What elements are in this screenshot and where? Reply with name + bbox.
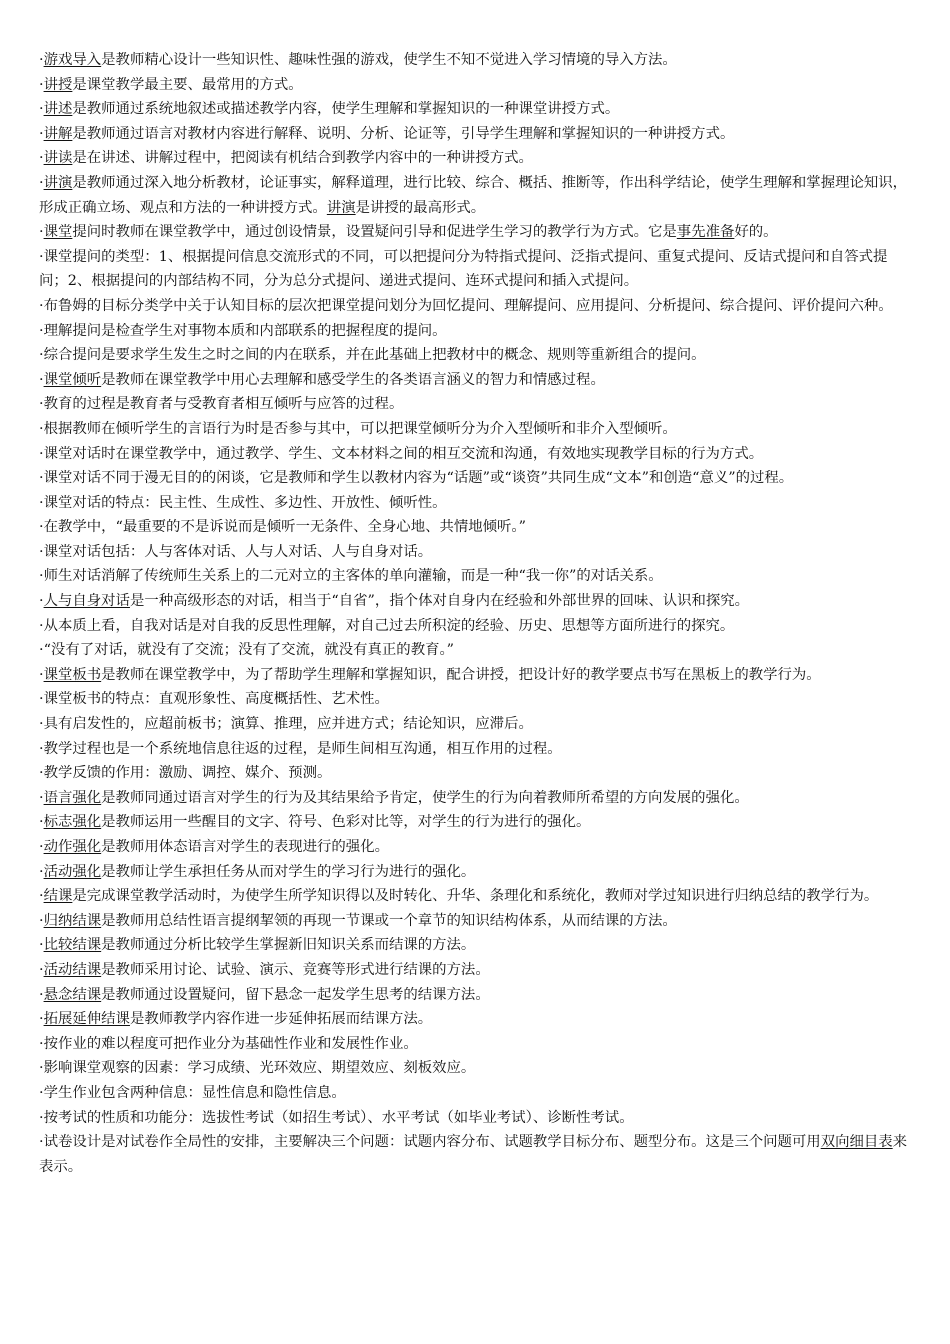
note-text: · xyxy=(39,150,44,167)
note-line xyxy=(39,564,912,589)
note-text: ·课堂提问的类型：1、根据提问信息交流形式的不同，可以把提问分为特指式提问、泛指式提问、重复式提问、反诘式提问和自答式提问；2、根据提问的内部结构不同，分为总分式提问、递进式提问、连环式提问和插入式提问。 xyxy=(39,248,888,290)
key-term: 双向细目表 xyxy=(820,1134,893,1151)
note-text: 是教师通过语言对教材内容进行解释、说明、分析、论证等，引导学生理解和掌握知识的一种讲授方式。 xyxy=(72,125,735,142)
note-text: · xyxy=(39,101,44,118)
note-text: 是教师精心设计一些知识性、趣味性强的游戏，使学生不知不觉进入学习情境的导入方法。 xyxy=(101,52,677,68)
note-text: 是教师通过系统地叙述或描述教学内容，使学生理解和掌握知识的一种课堂讲授方式。 xyxy=(72,101,620,118)
note-text: 是教师在课堂教学中用心去理解和感受学生的各类语言涵义的智力和情感过程。 xyxy=(101,371,605,388)
note-text: · xyxy=(39,224,44,241)
note-line xyxy=(39,810,912,835)
key-term: 比较结课 xyxy=(43,937,102,954)
note-text: 是教师用体态语言对学生的表现进行的强化。 xyxy=(101,839,389,855)
key-term: 活动结课 xyxy=(43,961,102,978)
note-line xyxy=(39,319,912,344)
note-line xyxy=(39,245,912,294)
note-line xyxy=(39,392,912,417)
note-text: 是教师在课堂教学中，为了帮助学生理解和掌握知识，配合讲授，把设计好的教学要点书写在黑板上的教学行为。 xyxy=(101,666,821,683)
note-text: ·影响课堂观察的因素：学习成绩、光环效应、期望效应、刻板效应。 xyxy=(39,1060,476,1077)
note-line xyxy=(39,1032,912,1057)
note-text: · xyxy=(39,986,44,1003)
note-line xyxy=(39,589,912,614)
note-text: ·理解提问是检查学生对事物本质和内部联系的把握程度的提问。 xyxy=(39,322,447,339)
note-text: 好的。 xyxy=(734,224,778,241)
note-text: 是一种高级形态的对话，相当于“自省”，指个体对自身内在经验和外部世界的回味、认识和探究。 xyxy=(129,593,750,610)
note-text: · xyxy=(39,888,44,905)
note-text: ·师生对话消解了传统师生关系上的二元对立的主客体的单向灌输，而是一种“我一你”的对话关系。 xyxy=(39,568,663,585)
key-term: 归纳结课 xyxy=(43,912,102,929)
key-term: 悬念结课 xyxy=(43,986,102,1003)
note-text: · xyxy=(39,593,44,610)
note-line xyxy=(39,835,912,860)
note-line xyxy=(39,933,912,958)
key-term: 讲演 xyxy=(326,199,356,216)
key-term: 活动强化 xyxy=(43,863,102,880)
key-term: 动作强化 xyxy=(43,839,102,855)
note-line xyxy=(39,73,912,98)
note-text: ·试卷设计是对试卷作全局性的安排，主要解决三个问题：试题内容分布、试题教学目标分布、题型分布。这是三个问题可用 xyxy=(39,1134,821,1151)
note-line xyxy=(39,442,912,467)
note-text: ·课堂板书的特点：直观形象性、高度概括性、艺术性。 xyxy=(39,691,389,708)
note-line xyxy=(39,1130,912,1179)
note-text: ·课堂对话时在课堂教学中，通过教学、学生、文本材料之间的相互交流和沟通，有效地实现教学目标的行为方式。 xyxy=(39,445,764,462)
note-text: · xyxy=(39,814,44,831)
note-line xyxy=(39,860,912,885)
note-line xyxy=(39,540,912,565)
note-line xyxy=(39,884,912,909)
note-line xyxy=(39,909,912,934)
note-line xyxy=(39,515,912,540)
note-line xyxy=(39,712,912,737)
note-line xyxy=(39,638,912,663)
note-line xyxy=(39,614,912,639)
note-text: 是教师运用一些醒目的文字、符号、色彩对比等，对学生的行为进行的强化。 xyxy=(101,814,591,831)
note-text: · xyxy=(39,371,44,388)
note-text: 提问时教师在课堂教学中，通过创设情景，设置疑问引导和促进学生学习的教学行为方式。它是 xyxy=(72,224,677,241)
note-text: ·学生作业包含两种信息：显性信息和隐性信息。 xyxy=(39,1084,346,1101)
note-text: ·综合提问是要求学生发生之时之间的内在联系，并在此基础上把教材中的概念、规则等重新组合的提问。 xyxy=(39,347,706,364)
note-text: · xyxy=(39,174,44,191)
key-term: 结课 xyxy=(43,888,73,905)
note-text: ·布鲁姆的目标分类学中关于认知目标的层次把课堂提问划分为回忆提问、理解提问、应用提问、分析提问、综合提问、评价提问六种。 xyxy=(39,297,893,314)
note-text: 是教师通过深入地分析教材，论证事实，解释道理，进行比较、综合、概括、推断等，作出科学结论，使学生理解和掌握理论知识，形成正确立场、观点和方法的一种讲授方式。 xyxy=(39,174,908,216)
note-line xyxy=(39,417,912,442)
key-term: 讲演 xyxy=(43,174,73,191)
note-text: · xyxy=(39,52,44,68)
key-term: 游戏导入 xyxy=(43,52,102,68)
note-line xyxy=(39,122,912,147)
note-line xyxy=(39,786,912,811)
note-text: 是教师用总结性语言提纲挈领的再现一节课或一个章节的知识结构体系，从而结课的方法。 xyxy=(101,912,677,929)
key-term: 人与自身对话 xyxy=(43,593,130,610)
note-text: ·课堂对话的特点：民主性、生成性、多边性、开放性、倾听性。 xyxy=(39,494,447,511)
note-line xyxy=(39,220,912,245)
note-text: ·教学反馈的作用：激励、调控、媒介、预测。 xyxy=(39,765,332,782)
note-line xyxy=(39,687,912,712)
note-line xyxy=(39,737,912,762)
note-line xyxy=(39,491,912,516)
key-term: 讲解 xyxy=(43,125,73,142)
key-term: 讲述 xyxy=(43,101,73,118)
key-term: 讲读 xyxy=(43,150,73,167)
note-line xyxy=(39,1056,912,1081)
note-text: · xyxy=(39,839,44,855)
note-text: 是教师让学生承担任务从而对学生的学习行为进行的强化。 xyxy=(101,863,476,880)
note-line xyxy=(39,368,912,393)
key-term: 课堂板书 xyxy=(43,666,102,683)
note-line xyxy=(39,97,912,122)
note-text: 来表示。 xyxy=(39,1134,908,1175)
note-text: ·课堂对话包括：人与客体对话、人与人对话、人与自身对话。 xyxy=(39,543,433,560)
note-line xyxy=(39,663,912,688)
key-term: 语言强化 xyxy=(43,789,102,806)
note-line xyxy=(39,1081,912,1106)
note-text: ·从本质上看，自我对话是对自我的反思性理解，对自己过去所积淀的经验、历史、思想等方面所进行的探究。 xyxy=(39,617,735,634)
key-term: 标志强化 xyxy=(43,814,102,831)
note-text: 是教师通过分析比较学生掌握新旧知识关系而结课的方法。 xyxy=(101,937,476,954)
note-text: · xyxy=(39,937,44,954)
key-term: 拓展延伸结课 xyxy=(43,1011,130,1028)
note-text: · xyxy=(39,1011,44,1028)
note-text: 是教师采用讨论、试验、演示、竞赛等形式进行结课的方法。 xyxy=(101,961,490,978)
note-text: 是教师通过设置疑问，留下悬念一起发学生思考的结课方法。 xyxy=(101,986,490,1003)
notes-list xyxy=(39,48,912,1179)
note-text: · xyxy=(39,789,44,806)
note-text: ·教育的过程是教育者与受教育者相互倾听与应答的过程。 xyxy=(39,396,404,413)
note-text: · xyxy=(39,76,44,93)
note-line xyxy=(39,146,912,171)
note-text: 是教师教学内容作进一步延伸拓展而结课方法。 xyxy=(129,1011,433,1028)
note-line xyxy=(39,983,912,1008)
note-text: · xyxy=(39,125,44,142)
note-text: ·按考试的性质和功能分：选拔性考试（如招生考试）、水平考试（如毕业考试）、诊断性考试。 xyxy=(39,1109,634,1126)
note-line xyxy=(39,466,912,491)
note-text: 是课堂教学最主要、最常用的方式。 xyxy=(72,76,303,93)
note-text: 是讲授的最高形式。 xyxy=(355,199,486,216)
note-text: ·在教学中，“最重要的不是诉说而是倾听一无条件、全身心地、共情地倾听。” xyxy=(39,519,526,536)
note-line xyxy=(39,958,912,983)
note-text: 是完成课堂教学活动时，为使学生所学知识得以及时转化、升华、条理化和系统化，教师对学过知识进行归纳总结的教学行为。 xyxy=(72,888,879,905)
note-text: ·课堂对话不同于漫无目的的闲谈，它是教师和学生以教材内容为“话题”或“谈资”共同生成“文本”和创造“意义”的过程。 xyxy=(39,470,794,487)
note-text: · xyxy=(39,912,44,929)
note-line xyxy=(39,1106,912,1131)
note-line xyxy=(39,48,912,73)
note-text: · xyxy=(39,863,44,880)
note-text: ·具有启发性的，应超前板书；演算、推理，应并进方式；结论知识，应滞后。 xyxy=(39,716,533,733)
note-text: ·根据教师在倾听学生的言语行为时是否参与其中，可以把课堂倾听分为介入型倾听和非介入型倾听。 xyxy=(39,420,677,437)
note-line xyxy=(39,1007,912,1032)
note-line xyxy=(39,761,912,786)
key-term: 课堂倾听 xyxy=(43,371,102,388)
note-text: ·按作业的难以程度可把作业分为基础性作业和发展性作业。 xyxy=(39,1035,418,1052)
note-text: · xyxy=(39,666,44,683)
note-line xyxy=(39,294,912,319)
key-term: 讲授 xyxy=(43,76,73,93)
note-line xyxy=(39,171,912,220)
note-text: ·教学过程也是一个系统地信息往返的过程，是师生间相互沟通，相互作用的过程。 xyxy=(39,740,562,757)
note-text: · xyxy=(39,961,44,978)
note-text: 是教师同通过语言对学生的行为及其结果给予肯定，使学生的行为向着教师所希望的方向发展的强化。 xyxy=(101,789,749,806)
key-term: 事先准备 xyxy=(676,224,735,241)
key-term: 课堂 xyxy=(43,224,73,241)
note-line xyxy=(39,343,912,368)
note-text: ·“没有了对话，就没有了交流；没有了交流，就没有真正的教育。” xyxy=(39,642,455,659)
note-text: 是在讲述、讲解过程中，把阅读有机结合到教学内容中的一种讲授方式。 xyxy=(72,150,533,167)
